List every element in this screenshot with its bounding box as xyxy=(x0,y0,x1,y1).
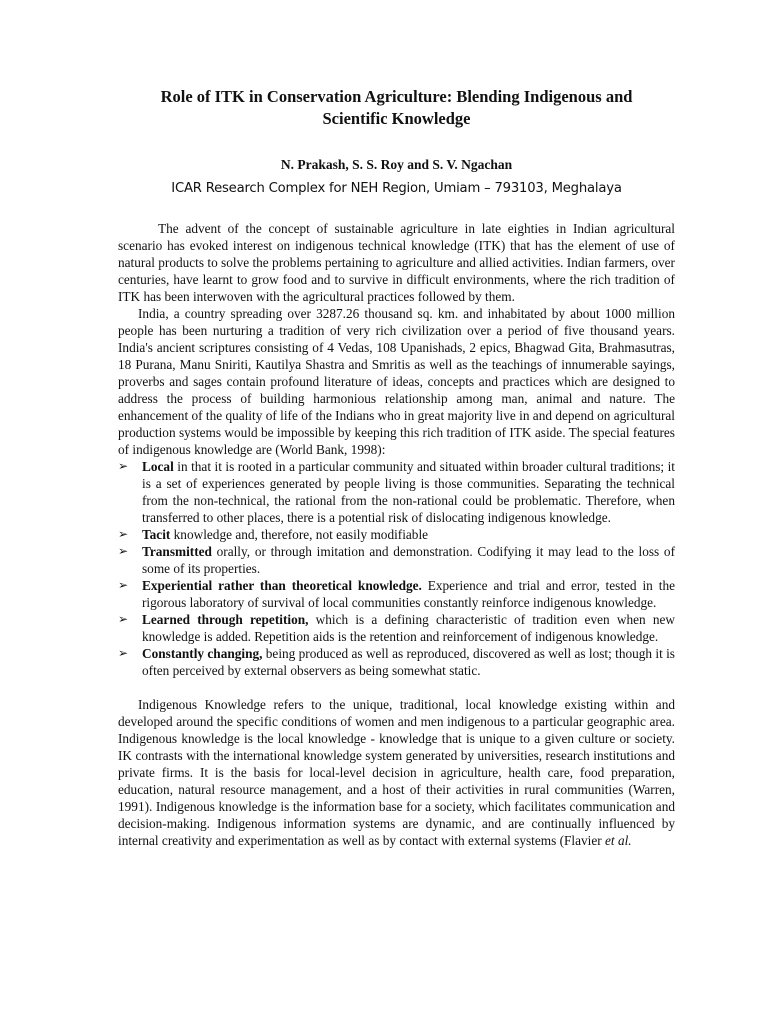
feature-text: knowledge and, therefore, not easily modifiable xyxy=(170,527,429,542)
arrow-bullet-icon: ➢ xyxy=(118,459,129,473)
feature-text: orally, or through imitation and demonstration. Codifying it may lead to the loss of some of its properties. xyxy=(142,544,675,576)
closing-text: Indigenous Knowledge refers to the unique, traditional, local knowledge existing within and developed around the specific conditions of women and men indigenous to a particular geographic area. Indigenous knowledge is the local knowledge - knowledge that is unique to a given culture or society. IK contrasts with the international knowledge system generated by universities, research institutions and private firms. It is the basis for local-level decision in agriculture, health care, food preparation, education, natural resource management, and a host of their activities in rural communities (Warren, 1991). Indigenous knowledge is the information base for a society, which facilitates communication and decision-making. Indigenous information systems are dynamic, and are continually influenced by internal creativity and experimentation as well as by contact with external systems (Flavier xyxy=(118,697,675,848)
arrow-bullet-icon: ➢ xyxy=(118,544,129,558)
closing-paragraph xyxy=(118,696,675,849)
list-item xyxy=(118,577,675,611)
feature-text: which is a defining characteristic of tradition even when new knowledge is added. Repetition aids is the retention and reinforcement of indigenous knowledge. xyxy=(142,612,675,644)
affiliation: ICAR Research Complex for NEH Region, Umiam – 793103, Meghalaya xyxy=(171,181,622,196)
feature-term: Tacit xyxy=(142,527,171,542)
list-item xyxy=(118,645,675,679)
feature-term: Local xyxy=(142,459,174,474)
feature-text: Experience and trial and error, tested in the rigorous laboratory of survival of local communities constantly reinforce indigenous knowledge. xyxy=(142,578,675,610)
feature-text: being produced as well as reproduced, discovered as well as lost; though it is often perceived by external observers as being somewhat static. xyxy=(142,646,675,678)
list-item xyxy=(118,458,675,526)
arrow-bullet-icon: ➢ xyxy=(118,578,129,592)
list-item xyxy=(118,611,675,645)
intro-paragraph: The advent of the concept of sustainable agriculture in late eighties in Indian agricultural scenario has evoked interest on indigenous technical knowledge (ITK) that has the element of use of natural products to solve the problems pertaining to agriculture and allied activities. Indian farmers, over centuries, have learnt to grow food and to survive in difficult environments, where the rich tradition of ITK has been interwoven with the agricultural practices followed by them. xyxy=(118,221,675,304)
feature-term: Learned through repetition, xyxy=(142,612,309,627)
paragraph-spacer xyxy=(118,679,675,696)
india-paragraph: India, a country spreading over 3287.26 thousand sq. km. and inhabitated by about 1000 million people has been nurturing a tradition of very rich civilization over a period of five thousand years. India's ancient scriptures consisting of 4 Vedas, 108 Upanishads, 2 epics, Bhagwad Gita, Brahmasutras, 18 Purana, Manu Sniriti, Kautilya Shastra and Smritis as well as the teachings of innumerable sayings, proverbs and sages contain profound literature of ideas, concepts and practices which are designed to address the process of building harmonious relationship among man, animal and nature. The enhancement of the quality of life of the Indians who in great majority live in and depend on agricultural production systems would be impossible by keeping this rich tradition of ITK aside. The special features of indigenous knowledge are (World Bank, 1998): xyxy=(118,306,675,457)
list-item xyxy=(118,543,675,577)
list-item xyxy=(118,526,675,543)
arrow-bullet-icon: ➢ xyxy=(118,527,129,541)
feature-term: Constantly changing, xyxy=(142,646,263,661)
paper-title: Role of ITK in Conservation Agriculture: Blending Indigenous and Scientific Knowledge xyxy=(160,87,633,128)
arrow-bullet-icon: ➢ xyxy=(118,612,129,626)
author-list: N. Prakash, S. S. Roy and S. V. Ngachan xyxy=(280,157,513,172)
feature-term: Transmitted xyxy=(142,544,212,559)
features-list xyxy=(118,458,675,679)
closing-citation-italic: et al. xyxy=(605,833,632,848)
feature-term: Experiential rather than theoretical knowledge. xyxy=(142,578,422,593)
feature-text: in that it is rooted in a particular community and situated within broader cultural traditions; it is a set of experiences generated by people living is those communities. Separating the technical from the non-technical, the rational from the non-rational could be problematic. Therefore, when transferred to other places, there is a potential risk of dislocating indigenous knowledge. xyxy=(142,459,675,525)
arrow-bullet-icon: ➢ xyxy=(118,646,129,660)
